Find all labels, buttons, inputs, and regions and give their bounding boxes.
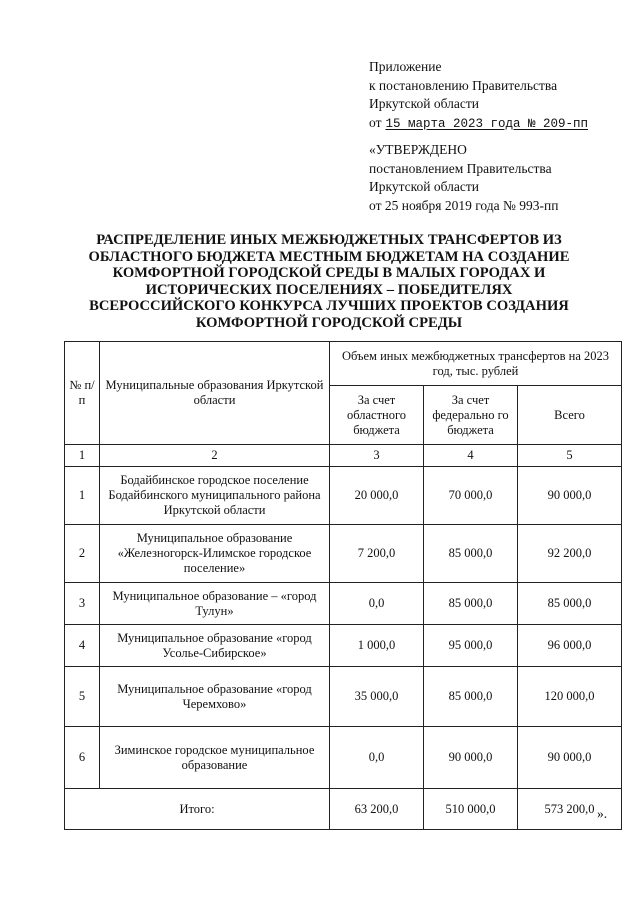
header-row [65, 342, 622, 386]
row-num: 5 [65, 667, 100, 727]
row-total: 120 000,0 [518, 667, 622, 727]
col-number: 4 [424, 445, 518, 467]
table-row [65, 467, 622, 525]
row-total: 90 000,0 [518, 727, 622, 789]
table-row [65, 667, 622, 727]
appendix-line-3: Иркутской области [369, 96, 480, 111]
column-number-row [65, 445, 622, 467]
row-name: Зиминское городское муниципальное образование [100, 727, 330, 789]
row-federal: 70 000,0 [424, 467, 518, 525]
row-name: Муниципальное образование – «город Тулун» [100, 583, 330, 625]
transfers-table [64, 341, 622, 830]
header-federal: За счет федерально го бюджета [424, 386, 518, 445]
totals-row [65, 789, 622, 830]
appendix-date-prefix: от [369, 114, 382, 130]
totals-label: Итого: [65, 789, 330, 830]
header-num: № п/п [65, 342, 100, 445]
header-municipality: Муниципальные образования Иркутской области [100, 342, 330, 445]
row-name: Муниципальное образование «город Усолье-Сибирское» [100, 625, 330, 667]
table-row [65, 727, 622, 789]
row-regional: 0,0 [330, 727, 424, 789]
row-regional: 7 200,0 [330, 525, 424, 583]
row-num: 1 [65, 467, 100, 525]
row-federal: 90 000,0 [424, 727, 518, 789]
title-line: РАСПРЕДЕЛЕНИЕ ИНЫХ МЕЖБЮДЖЕТНЫХ ТРАНСФЕРТОВ ИЗ [96, 232, 562, 248]
title-line: КОМФОРТНОЙ ГОРОДСКОЙ СРЕДЫ В МАЛЫХ ГОРОДАХ И [112, 265, 546, 282]
row-federal: 85 000,0 [424, 525, 518, 583]
row-name: Бодайбинское городское поселение Бодайбинского муниципального района Иркутской области [100, 467, 330, 525]
approved-line-2: постановлением Правительства [369, 160, 552, 176]
title-line: ОБЛАСТНОГО БЮДЖЕТА МЕСТНЫМ БЮДЖЕТАМ НА СОЗДАНИЕ [88, 248, 570, 265]
row-name: Муниципальное образование «город Черемхово» [100, 667, 330, 727]
col-number: 5 [518, 445, 622, 467]
table-row [65, 625, 622, 667]
document-title [58, 232, 600, 332]
totals-federal: 510 000,0 [424, 789, 518, 830]
row-federal: 95 000,0 [424, 625, 518, 667]
row-regional: 20 000,0 [330, 467, 424, 525]
appendix-block [369, 58, 631, 133]
row-federal: 85 000,0 [424, 583, 518, 625]
appendix-date-value: 15 марта 2023 года № 209-пп [385, 116, 589, 131]
header-regional: За счет областного бюджета [330, 386, 424, 445]
title-line: ВСЕРОССИЙСКОГО КОНКУРСА ЛУЧШИХ ПРОЕКТОВ СОЗДАНИЯ [89, 298, 569, 315]
col-number: 1 [65, 445, 100, 467]
row-total: 96 000,0 [518, 625, 622, 667]
row-total: 85 000,0 [518, 583, 622, 625]
appendix-line-1: Приложение [369, 59, 442, 74]
row-total: 92 200,0 [518, 525, 622, 583]
row-num: 6 [65, 727, 100, 789]
table-row [65, 583, 622, 625]
row-regional: 1 000,0 [330, 625, 424, 667]
row-num: 2 [65, 525, 100, 583]
title-line: ИСТОРИЧЕСКИХ ПОСЕЛЕНИЯХ – ПОБЕДИТЕЛЯХ [145, 281, 513, 298]
approved-line-1: «УТВЕРЖДЕНО [369, 142, 467, 157]
col-number: 3 [330, 445, 424, 467]
totals-total: 573 200,0 [518, 789, 622, 830]
approved-line-3: Иркутской области [369, 179, 480, 194]
row-num: 4 [65, 625, 100, 667]
row-federal: 85 000,0 [424, 667, 518, 727]
title-line: КОМФОРТНОЙ ГОРОДСКОЙ СРЕДЫ [195, 314, 463, 331]
closing-quote-mark: ». [597, 806, 608, 821]
row-total: 90 000,0 [518, 467, 622, 525]
row-regional: 35 000,0 [330, 667, 424, 727]
totals-regional: 63 200,0 [330, 789, 424, 830]
appendix-line-2: к постановлению Правительства [369, 77, 558, 93]
approved-block [369, 141, 631, 215]
approved-line-4: от 25 ноября 2019 года № 993-пп [369, 197, 559, 213]
col-number: 2 [100, 445, 330, 467]
header-total: Всего [518, 386, 622, 445]
header-volume-group: Объем иных межбюджетных трансфертов на 2023 год, тыс. рублей [330, 342, 622, 386]
table-row [65, 525, 622, 583]
appendix-date-line [369, 114, 631, 134]
row-regional: 0,0 [330, 583, 424, 625]
row-name: Муниципальное образование «Железногорск-Илимское городское поселение» [100, 525, 330, 583]
row-num: 3 [65, 583, 100, 625]
